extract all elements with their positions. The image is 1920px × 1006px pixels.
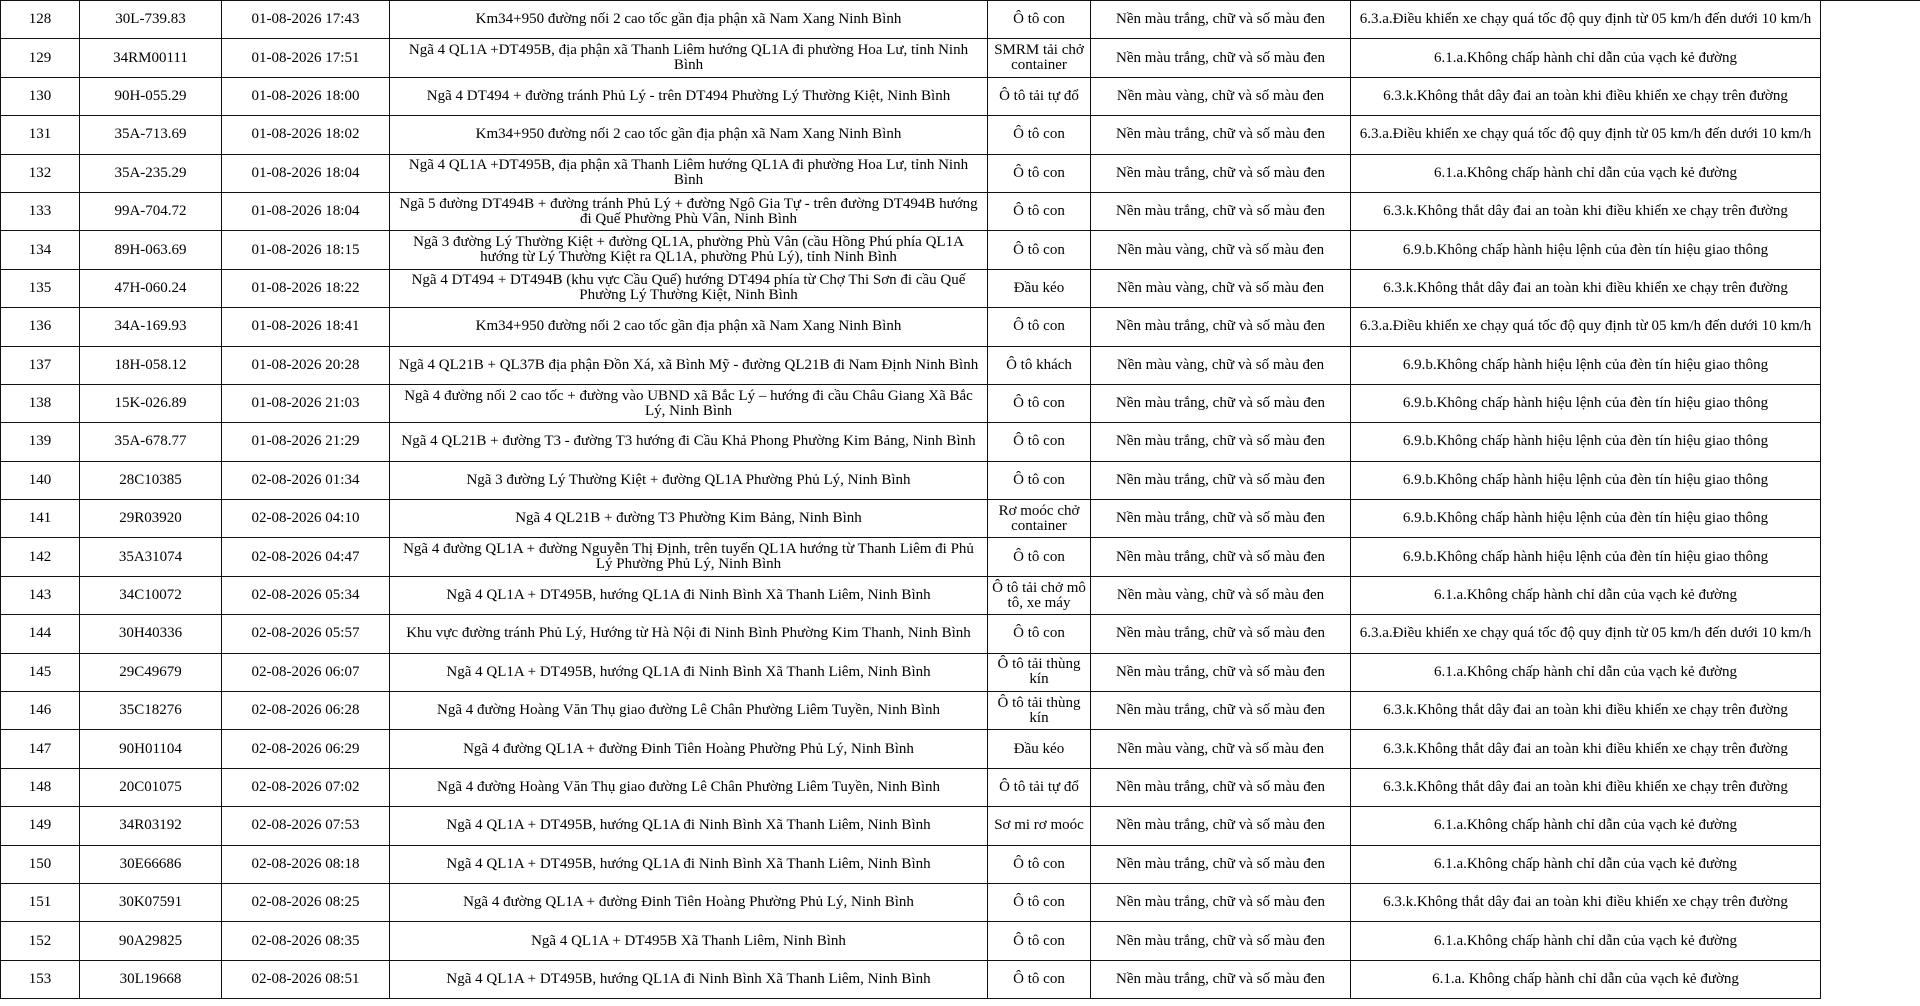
vehicle-type-cell: Ô tô con [988, 423, 1091, 461]
blank-margin [1821, 77, 1920, 115]
vehicle-type-cell: Sơ mi rơ moóc [988, 807, 1091, 845]
plate-color-cell: Nền màu trắng, chữ và số màu đen [1091, 384, 1351, 422]
blank-margin [1821, 1, 1920, 39]
violation-time-cell: 01-08-2026 18:04 [222, 154, 390, 192]
blank-margin [1821, 845, 1920, 883]
plate-color-cell: Nền màu trắng, chữ và số màu đen [1091, 308, 1351, 346]
plate-color-cell: Nền màu vàng, chữ và số màu đen [1091, 730, 1351, 768]
row-number-cell: 143 [1, 576, 80, 614]
violation-time-cell: 01-08-2026 18:00 [222, 77, 390, 115]
location-cell: Ngã 3 đường Lý Thường Kiệt + đường QL1A, phường Phù Vân (cầu Hồng Phú phía QL1A hướng từ Lý Thường Kiệt ra QL1A, phường Phủ Lý), tỉnh Ninh Bình [390, 231, 988, 269]
blank-margin [1821, 653, 1920, 691]
plate-color-cell: Nền màu trắng, chữ và số màu đen [1091, 423, 1351, 461]
vehicle-type-cell: Ô tô con [988, 461, 1091, 499]
plate-color-cell: Nền màu trắng, chữ và số màu đen [1091, 922, 1351, 960]
vehicle-type-cell: Ô tô con [988, 384, 1091, 422]
location-cell: Ngã 4 đường nối 2 cao tốc + đường vào UBND xã Bắc Lý – hướng đi cầu Châu Giang Xã Bắc Lý, Ninh Bình [390, 384, 988, 422]
plate-number-cell: 28C10385 [80, 461, 222, 499]
plate-number-cell: 90H01104 [80, 730, 222, 768]
row-number-cell: 130 [1, 77, 80, 115]
plate-color-cell: Nền màu trắng, chữ và số màu đen [1091, 883, 1351, 921]
plate-number-cell: 35A-235.29 [80, 154, 222, 192]
plate-number-cell: 35A-678.77 [80, 423, 222, 461]
row-number-cell: 144 [1, 615, 80, 653]
table-body [1, 1, 1920, 999]
row-number-cell: 140 [1, 461, 80, 499]
location-cell: Ngã 4 QL1A + DT495B, hướng QL1A đi Ninh Bình Xã Thanh Liêm, Ninh Bình [390, 845, 988, 883]
violation-time-cell: 01-08-2026 18:41 [222, 308, 390, 346]
plate-color-cell: Nền màu trắng, chữ và số màu đen [1091, 960, 1351, 998]
row-number-cell: 150 [1, 845, 80, 883]
plate-color-cell: Nền màu trắng, chữ và số màu đen [1091, 39, 1351, 77]
plate-color-cell: Nền màu trắng, chữ và số màu đen [1091, 653, 1351, 691]
vehicle-type-cell: Ô tô con [988, 308, 1091, 346]
table-row [1, 768, 1920, 806]
plate-number-cell: 18H-058.12 [80, 346, 222, 384]
plate-color-cell: Nền màu trắng, chữ và số màu đen [1091, 500, 1351, 538]
location-cell: Ngã 4 QL1A + DT495B, hướng QL1A đi Ninh Bình Xã Thanh Liêm, Ninh Bình [390, 576, 988, 614]
plate-number-cell: 35A31074 [80, 538, 222, 576]
plate-number-cell: 15K-026.89 [80, 384, 222, 422]
violation-time-cell: 01-08-2026 18:04 [222, 192, 390, 230]
plate-color-cell: Nền màu vàng, chữ và số màu đen [1091, 77, 1351, 115]
plate-number-cell: 30L-739.83 [80, 1, 222, 39]
table-row [1, 231, 1920, 269]
plate-color-cell: Nền màu trắng, chữ và số màu đen [1091, 768, 1351, 806]
violation-time-cell: 02-08-2026 04:47 [222, 538, 390, 576]
violation-time-cell: 01-08-2026 18:02 [222, 116, 390, 154]
location-cell: Ngã 4 QL1A + DT495B, hướng QL1A đi Ninh Bình Xã Thanh Liêm, Ninh Bình [390, 653, 988, 691]
plate-color-cell: Nền màu vàng, chữ và số màu đen [1091, 231, 1351, 269]
plate-number-cell: 34R03192 [80, 807, 222, 845]
blank-margin [1821, 538, 1920, 576]
table-row [1, 500, 1920, 538]
blank-margin [1821, 730, 1920, 768]
vehicle-type-cell: SMRM tải chở container [988, 39, 1091, 77]
vehicle-type-cell: Ô tô con [988, 538, 1091, 576]
violation-cell: 6.3.k.Không thắt dây đai an toàn khi điều khiển xe chạy trên đường [1351, 768, 1821, 806]
violation-time-cell: 02-08-2026 06:07 [222, 653, 390, 691]
violation-cell: 6.9.b.Không chấp hành hiệu lệnh của đèn tín hiệu giao thông [1351, 384, 1821, 422]
vehicle-type-cell: Ô tô con [988, 922, 1091, 960]
plate-number-cell: 47H-060.24 [80, 269, 222, 307]
violation-cell: 6.3.k.Không thắt dây đai an toàn khi điều khiển xe chạy trên đường [1351, 77, 1821, 115]
violation-cell: 6.3.k.Không thắt dây đai an toàn khi điều khiển xe chạy trên đường [1351, 269, 1821, 307]
plate-number-cell: 30K07591 [80, 883, 222, 921]
violation-cell: 6.1.a.Không chấp hành chỉ dẫn của vạch kẻ đường [1351, 154, 1821, 192]
violation-cell: 6.3.k.Không thắt dây đai an toàn khi điều khiển xe chạy trên đường [1351, 192, 1821, 230]
blank-margin [1821, 384, 1920, 422]
blank-margin [1821, 768, 1920, 806]
location-cell: Ngã 4 QL21B + đường T3 Phường Kim Bảng, Ninh Bình [390, 500, 988, 538]
plate-color-cell: Nền màu vàng, chữ và số màu đen [1091, 576, 1351, 614]
plate-color-cell: Nền màu trắng, chữ và số màu đen [1091, 845, 1351, 883]
vehicle-type-cell: Ô tô tải tự đổ [988, 77, 1091, 115]
vehicle-type-cell: Ô tô con [988, 116, 1091, 154]
violation-time-cell: 02-08-2026 06:29 [222, 730, 390, 768]
violation-cell: 6.3.a.Điều khiển xe chạy quá tốc độ quy định từ 05 km/h đến dưới 10 km/h [1351, 308, 1821, 346]
plate-color-cell: Nền màu trắng, chữ và số màu đen [1091, 116, 1351, 154]
table-row [1, 538, 1920, 576]
vehicle-type-cell: Ô tô con [988, 845, 1091, 883]
row-number-cell: 141 [1, 500, 80, 538]
violation-cell: 6.3.k.Không thắt dây đai an toàn khi điều khiển xe chạy trên đường [1351, 692, 1821, 730]
vehicle-type-cell: Ô tô con [988, 615, 1091, 653]
row-number-cell: 152 [1, 922, 80, 960]
table-row [1, 845, 1920, 883]
vehicle-type-cell: Ô tô con [988, 192, 1091, 230]
location-cell: Ngã 3 đường Lý Thường Kiệt + đường QL1A Phường Phủ Lý, Ninh Bình [390, 461, 988, 499]
violation-time-cell: 02-08-2026 04:10 [222, 500, 390, 538]
violation-cell: 6.3.k.Không thắt dây đai an toàn khi điều khiển xe chạy trên đường [1351, 883, 1821, 921]
row-number-cell: 131 [1, 116, 80, 154]
vehicle-type-cell: Ô tô con [988, 231, 1091, 269]
location-cell: Km34+950 đường nối 2 cao tốc gần địa phận xã Nam Xang Ninh Bình [390, 1, 988, 39]
row-number-cell: 145 [1, 653, 80, 691]
violation-time-cell: 02-08-2026 08:25 [222, 883, 390, 921]
violation-cell: 6.1.a.Không chấp hành chỉ dẫn của vạch kẻ đường [1351, 845, 1821, 883]
table-row [1, 692, 1920, 730]
table-row [1, 269, 1920, 307]
table-row [1, 960, 1920, 998]
violation-time-cell: 02-08-2026 06:28 [222, 692, 390, 730]
row-number-cell: 136 [1, 308, 80, 346]
table-row [1, 1, 1920, 39]
plate-number-cell: 35C18276 [80, 692, 222, 730]
violation-time-cell: 02-08-2026 08:51 [222, 960, 390, 998]
table-row [1, 615, 1920, 653]
violation-cell: 6.1.a.Không chấp hành chỉ dẫn của vạch kẻ đường [1351, 807, 1821, 845]
violation-cell: 6.9.b.Không chấp hành hiệu lệnh của đèn tín hiệu giao thông [1351, 346, 1821, 384]
location-cell: Ngã 4 QL1A + DT495B, hướng QL1A đi Ninh Bình Xã Thanh Liêm, Ninh Bình [390, 807, 988, 845]
blank-margin [1821, 807, 1920, 845]
table-row [1, 192, 1920, 230]
location-cell: Km34+950 đường nối 2 cao tốc gần địa phận xã Nam Xang Ninh Bình [390, 116, 988, 154]
row-number-cell: 142 [1, 538, 80, 576]
plate-color-cell: Nền màu trắng, chữ và số màu đen [1091, 807, 1351, 845]
vehicle-type-cell: Ô tô khách [988, 346, 1091, 384]
row-number-cell: 137 [1, 346, 80, 384]
plate-color-cell: Nền màu trắng, chữ và số màu đen [1091, 461, 1351, 499]
vehicle-type-cell: Đầu kéo [988, 730, 1091, 768]
vehicle-type-cell: Ô tô con [988, 883, 1091, 921]
blank-margin [1821, 883, 1920, 921]
table-row [1, 116, 1920, 154]
table-row [1, 653, 1920, 691]
plate-number-cell: 35A-713.69 [80, 116, 222, 154]
blank-margin [1821, 461, 1920, 499]
violation-time-cell: 01-08-2026 18:22 [222, 269, 390, 307]
violation-cell: 6.9.b.Không chấp hành hiệu lệnh của đèn tín hiệu giao thông [1351, 231, 1821, 269]
plate-color-cell: Nền màu trắng, chữ và số màu đen [1091, 192, 1351, 230]
location-cell: Ngã 4 đường QL1A + đường Đinh Tiên Hoàng Phường Phủ Lý, Ninh Bình [390, 883, 988, 921]
blank-margin [1821, 692, 1920, 730]
plate-number-cell: 99A-704.72 [80, 192, 222, 230]
location-cell: Ngã 4 QL1A +DT495B, địa phận xã Thanh Liêm hướng QL1A đi phường Hoa Lư, tỉnh Ninh Bình [390, 154, 988, 192]
table-row [1, 730, 1920, 768]
vehicle-type-cell: Rơ moóc chở container [988, 500, 1091, 538]
row-number-cell: 132 [1, 154, 80, 192]
row-number-cell: 134 [1, 231, 80, 269]
plate-number-cell: 29C49679 [80, 653, 222, 691]
violation-cell: 6.9.b.Không chấp hành hiệu lệnh của đèn tín hiệu giao thông [1351, 461, 1821, 499]
blank-margin [1821, 116, 1920, 154]
location-cell: Khu vực đường tránh Phủ Lý, Hướng từ Hà Nội đi Ninh Bình Phường Kim Thanh, Ninh Bình [390, 615, 988, 653]
violation-cell: 6.1.a.Không chấp hành chỉ dẫn của vạch kẻ đường [1351, 39, 1821, 77]
blank-margin [1821, 500, 1920, 538]
location-cell: Ngã 4 đường Hoàng Văn Thụ giao đường Lê Chân Phường Liêm Tuyền, Ninh Bình [390, 768, 988, 806]
blank-margin [1821, 231, 1920, 269]
row-number-cell: 139 [1, 423, 80, 461]
plate-number-cell: 90H-055.29 [80, 77, 222, 115]
plate-color-cell: Nền màu vàng, chữ và số màu đen [1091, 346, 1351, 384]
vehicle-type-cell: Ô tô tải thùng kín [988, 692, 1091, 730]
blank-margin [1821, 960, 1920, 998]
row-number-cell: 128 [1, 1, 80, 39]
row-number-cell: 133 [1, 192, 80, 230]
violation-time-cell: 01-08-2026 20:28 [222, 346, 390, 384]
blank-margin [1821, 269, 1920, 307]
vehicle-type-cell: Ô tô tải chở mô tô, xe máy [988, 576, 1091, 614]
violation-time-cell: 02-08-2026 01:34 [222, 461, 390, 499]
blank-margin [1821, 423, 1920, 461]
violation-cell: 6.1.a. Không chấp hành chỉ dẫn của vạch kẻ đường [1351, 960, 1821, 998]
row-number-cell: 153 [1, 960, 80, 998]
vehicle-type-cell: Ô tô tải tự đổ [988, 768, 1091, 806]
location-cell: Ngã 4 QL1A + DT495B Xã Thanh Liêm, Ninh Bình [390, 922, 988, 960]
table-row [1, 346, 1920, 384]
vehicle-type-cell: Ô tô con [988, 960, 1091, 998]
table-row [1, 77, 1920, 115]
violation-cell: 6.9.b.Không chấp hành hiệu lệnh của đèn tín hiệu giao thông [1351, 423, 1821, 461]
location-cell: Km34+950 đường nối 2 cao tốc gần địa phận xã Nam Xang Ninh Bình [390, 308, 988, 346]
blank-margin [1821, 922, 1920, 960]
violation-time-cell: 02-08-2026 08:18 [222, 845, 390, 883]
plate-number-cell: 30E66686 [80, 845, 222, 883]
plate-color-cell: Nền màu trắng, chữ và số màu đen [1091, 615, 1351, 653]
blank-margin [1821, 346, 1920, 384]
violation-cell: 6.3.a.Điều khiển xe chạy quá tốc độ quy định từ 05 km/h đến dưới 10 km/h [1351, 615, 1821, 653]
table-row [1, 423, 1920, 461]
location-cell: Ngã 4 DT494 + DT494B (khu vực Cầu Quế) hướng DT494 phía từ Chợ Thi Sơn đi cầu Quế Phường Lý Thường Kiệt, Ninh Bình [390, 269, 988, 307]
blank-margin [1821, 615, 1920, 653]
location-cell: Ngã 4 đường QL1A + đường Đinh Tiên Hoàng Phường Phủ Lý, Ninh Bình [390, 730, 988, 768]
plate-number-cell: 34A-169.93 [80, 308, 222, 346]
violation-time-cell: 01-08-2026 21:03 [222, 384, 390, 422]
blank-margin [1821, 308, 1920, 346]
row-number-cell: 129 [1, 39, 80, 77]
vehicle-type-cell: Ô tô con [988, 154, 1091, 192]
location-cell: Ngã 4 QL21B + QL37B địa phận Đồn Xá, xã Bình Mỹ - đường QL21B đi Nam Định Ninh Bình [390, 346, 988, 384]
violation-time-cell: 02-08-2026 07:53 [222, 807, 390, 845]
violation-cell: 6.3.a.Điều khiển xe chạy quá tốc độ quy định từ 05 km/h đến dưới 10 km/h [1351, 1, 1821, 39]
violation-cell: 6.1.a.Không chấp hành chỉ dẫn của vạch kẻ đường [1351, 922, 1821, 960]
violation-cell: 6.3.k.Không thắt dây đai an toàn khi điều khiển xe chạy trên đường [1351, 730, 1821, 768]
plate-color-cell: Nền màu trắng, chữ và số màu đen [1091, 692, 1351, 730]
row-number-cell: 148 [1, 768, 80, 806]
row-number-cell: 147 [1, 730, 80, 768]
location-cell: Ngã 4 QL1A +DT495B, địa phận xã Thanh Liêm hướng QL1A đi phường Hoa Lư, tỉnh Ninh Bình [390, 39, 988, 77]
location-cell: Ngã 4 đường QL1A + đường Nguyễn Thị Định, trên tuyến QL1A hướng từ Thanh Liêm đi Phủ Lý Phường Phủ Lý, Ninh Bình [390, 538, 988, 576]
row-number-cell: 151 [1, 883, 80, 921]
location-cell: Ngã 5 đường DT494B + đường tránh Phủ Lý + đường Ngô Gia Tự - trên đường DT494B hướng đi Quế Phường Phù Vân, Ninh Bình [390, 192, 988, 230]
blank-margin [1821, 39, 1920, 77]
table-row [1, 576, 1920, 614]
plate-number-cell: 90A29825 [80, 922, 222, 960]
violation-cell: 6.3.a.Điều khiển xe chạy quá tốc độ quy định từ 05 km/h đến dưới 10 km/h [1351, 116, 1821, 154]
plate-color-cell: Nền màu trắng, chữ và số màu đen [1091, 154, 1351, 192]
violation-time-cell: 02-08-2026 07:02 [222, 768, 390, 806]
blank-margin [1821, 154, 1920, 192]
location-cell: Ngã 4 đường Hoàng Văn Thụ giao đường Lê Chân Phường Liêm Tuyền, Ninh Bình [390, 692, 988, 730]
blank-margin [1821, 192, 1920, 230]
table-row [1, 39, 1920, 77]
plate-number-cell: 89H-063.69 [80, 231, 222, 269]
plate-color-cell: Nền màu vàng, chữ và số màu đen [1091, 269, 1351, 307]
violation-time-cell: 02-08-2026 05:57 [222, 615, 390, 653]
row-number-cell: 138 [1, 384, 80, 422]
violation-time-cell: 01-08-2026 17:51 [222, 39, 390, 77]
violation-time-cell: 01-08-2026 17:43 [222, 1, 390, 39]
row-number-cell: 146 [1, 692, 80, 730]
table-row [1, 461, 1920, 499]
row-number-cell: 135 [1, 269, 80, 307]
plate-number-cell: 34RM00111 [80, 39, 222, 77]
violation-cell: 6.1.a.Không chấp hành chỉ dẫn của vạch kẻ đường [1351, 576, 1821, 614]
plate-number-cell: 20C01075 [80, 768, 222, 806]
blank-margin [1821, 576, 1920, 614]
violation-cell: 6.1.a.Không chấp hành chỉ dẫn của vạch kẻ đường [1351, 653, 1821, 691]
location-cell: Ngã 4 DT494 + đường tránh Phủ Lý - trên DT494 Phường Lý Thường Kiệt, Ninh Bình [390, 77, 988, 115]
vehicle-type-cell: Ô tô con [988, 1, 1091, 39]
plate-number-cell: 30H40336 [80, 615, 222, 653]
vehicle-type-cell: Đầu kéo [988, 269, 1091, 307]
plate-number-cell: 29R03920 [80, 500, 222, 538]
table-row [1, 154, 1920, 192]
plate-number-cell: 30L19668 [80, 960, 222, 998]
vehicle-type-cell: Ô tô tải thùng kín [988, 653, 1091, 691]
table-row [1, 384, 1920, 422]
table-row [1, 883, 1920, 921]
violation-time-cell: 01-08-2026 21:29 [222, 423, 390, 461]
plate-number-cell: 34C10072 [80, 576, 222, 614]
plate-color-cell: Nền màu trắng, chữ và số màu đen [1091, 538, 1351, 576]
location-cell: Ngã 4 QL21B + đường T3 - đường T3 hướng đi Cầu Khả Phong Phường Kim Bảng, Ninh Bình [390, 423, 988, 461]
violation-time-cell: 02-08-2026 05:34 [222, 576, 390, 614]
location-cell: Ngã 4 QL1A + DT495B, hướng QL1A đi Ninh Bình Xã Thanh Liêm, Ninh Bình [390, 960, 988, 998]
violation-time-cell: 01-08-2026 18:15 [222, 231, 390, 269]
table-row [1, 308, 1920, 346]
table-row [1, 922, 1920, 960]
row-number-cell: 149 [1, 807, 80, 845]
violation-cell: 6.9.b.Không chấp hành hiệu lệnh của đèn tín hiệu giao thông [1351, 538, 1821, 576]
violation-time-cell: 02-08-2026 08:35 [222, 922, 390, 960]
plate-color-cell: Nền màu trắng, chữ và số màu đen [1091, 1, 1351, 39]
table-row [1, 807, 1920, 845]
violation-cell: 6.9.b.Không chấp hành hiệu lệnh của đèn tín hiệu giao thông [1351, 500, 1821, 538]
